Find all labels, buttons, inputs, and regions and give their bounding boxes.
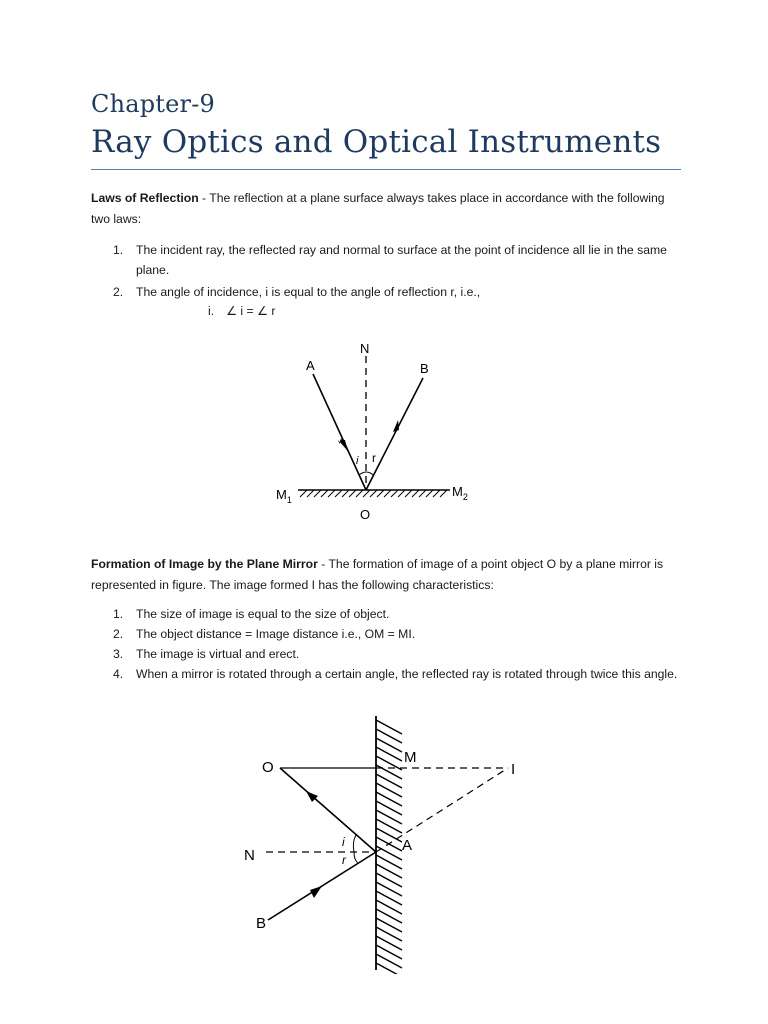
list-item [91,240,681,280]
hatch-mark [376,855,402,869]
mirror-hatching [376,720,402,974]
label-N: N [244,847,255,864]
list-text: The size of image is equal to the size of object. [136,607,390,621]
hatch-mark [376,891,402,905]
mirror-hatching [300,490,447,497]
hatch-mark [376,936,402,950]
hatch-mark [376,918,402,932]
laws-intro-text: - The reflection at a plane surface always takes place in accordance with the following two laws: [91,191,665,226]
label-B: B [256,915,267,932]
hatch-mark [376,963,402,974]
label-O: O [262,759,274,776]
hatch-mark [376,765,402,779]
list-number: 3. [113,647,124,661]
angle-arc-r [366,472,373,475]
characteristics-list [91,604,681,685]
hatch-mark [376,828,402,842]
chapter-title: Ray Optics and Optical Instruments [91,124,662,160]
laws-intro-paragraph [91,188,681,230]
hatch-mark [376,783,402,797]
list-number: 2. [113,627,124,641]
label-r: r [342,853,346,867]
equation-text: ∠ i = ∠ r [226,304,276,318]
list-item [91,282,681,302]
label-I: I [511,761,516,778]
label-i: i [342,835,345,849]
hatch-mark [376,873,402,887]
label-M2: $M_2$ [452,484,468,502]
hatch-mark [376,900,402,914]
list-item [91,664,681,685]
laws-list [91,240,681,302]
hatch-mark [376,819,402,833]
reflected-arrowhead [393,420,399,432]
hatch-mark [376,801,402,815]
list-number: 1. [113,243,124,257]
reflection-diagram [268,336,478,528]
hatch-mark [376,720,402,734]
angle-arc-i [353,835,356,852]
hatch-mark [376,729,402,743]
label-M: M [404,749,417,766]
list-item [91,644,681,664]
incident-arrowhead [310,886,322,898]
hatch-mark [376,810,402,824]
list-number: 4. [113,667,124,681]
list-text: The image is virtual and erect. [136,647,300,661]
hatch-mark [376,792,402,806]
chapter-label: Chapter-9 [91,90,215,118]
label-O: O [360,507,371,522]
incident-arrowhead [340,440,348,452]
list-item [91,604,681,624]
hatch-mark [376,747,402,761]
reflected-ray [280,768,376,852]
laws-heading: Laws of Reflection [91,191,199,205]
angle-arc-r [354,852,358,863]
sub-number: i. [208,304,215,318]
label-N: N [360,341,370,356]
hatch-mark [376,846,402,860]
list-text: The object distance = Image distance i.e., OM = MI. [136,627,416,641]
hatch-mark [376,954,402,968]
hatch-mark [376,864,402,878]
reflected-ray [366,378,423,490]
label-A: A [306,358,315,373]
hatch-mark [376,909,402,923]
mirror-intro-paragraph [91,554,681,596]
equation-subitem [208,301,275,321]
hatch-mark [376,882,402,896]
mirror-heading: Formation of Image by the Plane Mirror [91,557,318,571]
plane-mirror-diagram [238,712,528,974]
label-B: B [420,361,429,376]
list-text: When a mirror is rotated through a certain angle, the reflected ray is rotated through twice this angle. [136,667,678,681]
hatch-mark [376,774,402,788]
label-A: A [402,837,413,854]
title-rule [91,169,681,170]
label-r: r [372,451,376,465]
list-number: 2. [113,285,124,299]
list-item [91,624,681,644]
incident-ray [313,374,366,490]
hatch-mark [376,945,402,959]
hatch-mark [376,738,402,752]
hatch-mark [376,927,402,941]
list-number: 1. [113,607,124,621]
angle-arc-i [359,472,366,475]
mirror-intro-text: - The formation of image of a point object O by a plane mirror is represented in figure. The image formed I has the following characteristics: [91,557,664,592]
label-i: i [356,455,359,467]
list-text: The incident ray, the reflected ray and normal to surface at the point of incidence all lie in the same plane. [136,243,667,277]
label-M1: $M_1$ [276,487,292,505]
list-text: The angle of incidence, i is equal to the angle of reflection r, i.e., [136,285,481,299]
